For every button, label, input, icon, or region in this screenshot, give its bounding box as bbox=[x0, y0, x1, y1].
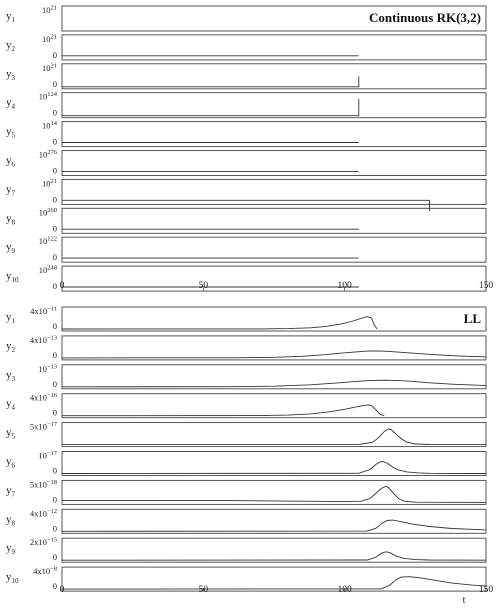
panel-frame bbox=[62, 452, 486, 476]
series-line bbox=[62, 351, 486, 358]
subplot-panel bbox=[6, 207, 486, 234]
panel-frame bbox=[62, 567, 486, 591]
y-axis-label bbox=[6, 97, 16, 111]
y-label-letter: y bbox=[6, 571, 12, 584]
panel-frame bbox=[62, 538, 486, 562]
tick-top-exponent: 21 bbox=[50, 62, 57, 70]
y-axis-label bbox=[6, 340, 16, 354]
y-axis-label bbox=[6, 456, 16, 470]
subplot-panel bbox=[6, 33, 486, 60]
subplot-panel bbox=[6, 62, 486, 89]
tick-top-base: 10 bbox=[42, 178, 51, 189]
y-axis-label bbox=[6, 68, 16, 82]
y-tick-zero: 0 bbox=[52, 194, 57, 205]
tick-top-base: 10 bbox=[38, 236, 48, 247]
y-label-subscript: 9 bbox=[11, 247, 15, 256]
tick-top-exponent: 248 bbox=[47, 264, 57, 272]
y-label-subscript: 8 bbox=[11, 519, 15, 528]
y-label-letter: y bbox=[6, 455, 12, 468]
y-label-subscript: 6 bbox=[11, 461, 15, 470]
y-label-letter: y bbox=[6, 125, 12, 138]
panel-frame bbox=[62, 64, 486, 89]
tick-top-exponent: 21 bbox=[50, 4, 57, 12]
x-axis-label: t bbox=[462, 595, 466, 606]
y-label-letter: y bbox=[6, 311, 12, 323]
tick-top-exponent: −11 bbox=[47, 305, 57, 313]
y-tick-zero: 0 bbox=[52, 136, 57, 147]
tick-top-base: 10 bbox=[42, 62, 51, 73]
tick-top-base: 10 bbox=[38, 207, 48, 218]
y-axis-label bbox=[6, 513, 16, 527]
y-tick-top bbox=[30, 508, 57, 519]
subplot-panel bbox=[6, 334, 486, 360]
x-tick-label: 0 bbox=[59, 585, 65, 595]
series-line bbox=[62, 76, 359, 87]
tick-top-base: 5x10 bbox=[29, 479, 47, 490]
tick-top-base: 10 bbox=[42, 33, 51, 44]
y-axis-label bbox=[6, 241, 16, 255]
method-label: Continuous RK(3,2) bbox=[369, 10, 481, 25]
subplot-panel bbox=[6, 392, 486, 418]
series-line bbox=[62, 462, 486, 474]
x-tick-label: 0 bbox=[59, 281, 65, 291]
y-label-subscript: 4 bbox=[11, 403, 15, 412]
y-tick-top bbox=[30, 306, 57, 317]
y-axis-label bbox=[6, 10, 16, 24]
tick-top-exponent: −13 bbox=[46, 363, 57, 371]
y-label-letter: y bbox=[6, 38, 12, 51]
tick-top-exponent: 21 bbox=[50, 177, 57, 185]
y-tick-zero: 0 bbox=[52, 49, 57, 60]
series-line bbox=[62, 317, 377, 329]
y-tick-zero: 0 bbox=[52, 523, 57, 534]
y-tick-zero: 0 bbox=[52, 165, 57, 176]
tick-top-base: 10 bbox=[38, 149, 48, 160]
y-tick-zero: 0 bbox=[52, 223, 57, 234]
series-line bbox=[62, 200, 430, 211]
tick-top-base: 4x10 bbox=[29, 334, 47, 345]
y-label-letter: y bbox=[6, 368, 12, 381]
subplot-panel bbox=[6, 363, 486, 389]
panel-frame bbox=[62, 509, 486, 533]
y-label-letter: y bbox=[6, 10, 12, 22]
tick-top-base: 10 bbox=[38, 450, 47, 461]
panel-frame bbox=[62, 307, 486, 331]
method-label: LL bbox=[463, 311, 481, 326]
tick-top-base: 4x10 bbox=[30, 306, 48, 316]
y-label-subscript: 4 bbox=[11, 102, 15, 111]
tick-top-base: 10 bbox=[38, 265, 48, 276]
y-label-letter: y bbox=[6, 67, 12, 80]
x-tick-label: 150 bbox=[478, 585, 494, 595]
y-label-letter: y bbox=[6, 270, 12, 283]
y-label-letter: y bbox=[6, 397, 12, 410]
series-line bbox=[62, 99, 359, 116]
y-axis-label bbox=[6, 311, 16, 325]
tick-top-exponent: 14 bbox=[50, 120, 57, 128]
y-tick-top bbox=[42, 62, 57, 73]
subplot-panel bbox=[6, 178, 486, 211]
y-tick-top bbox=[30, 537, 57, 548]
y-label-letter: y bbox=[6, 426, 12, 439]
y-label-subscript: 5 bbox=[11, 432, 15, 441]
y-tick-top bbox=[30, 334, 57, 345]
series-line bbox=[62, 486, 486, 502]
y-axis-label bbox=[6, 126, 16, 140]
x-tick-label: 50 bbox=[198, 585, 209, 595]
x-tick-label: 150 bbox=[478, 281, 494, 291]
y-tick-top bbox=[42, 178, 57, 189]
y-label-subscript: 3 bbox=[11, 73, 15, 82]
tick-top-base: 2x10 bbox=[29, 537, 47, 548]
subplot-panel bbox=[6, 508, 486, 534]
tick-top-exponent: 122 bbox=[47, 235, 57, 243]
y-label-subscript: 2 bbox=[11, 44, 15, 53]
panel-frame bbox=[62, 336, 486, 360]
tick-top-exponent: 124 bbox=[47, 91, 57, 99]
y-tick-zero: 0 bbox=[52, 378, 57, 389]
y-label-subscript: 3 bbox=[11, 374, 15, 383]
y-label-subscript: 5 bbox=[11, 131, 15, 140]
x-tick-label: 100 bbox=[337, 585, 352, 595]
chart-group bbox=[6, 306, 493, 607]
y-tick-top bbox=[39, 149, 58, 160]
y-label-subscript: 7 bbox=[11, 490, 15, 499]
subplot-panel bbox=[6, 450, 486, 476]
subplot-panel bbox=[6, 5, 486, 32]
y-label-subscript: 1 bbox=[11, 16, 15, 24]
y-label-subscript: 10 bbox=[11, 577, 19, 586]
tick-top-exponent: −13 bbox=[46, 334, 57, 342]
tick-top-base: 4x10 bbox=[29, 508, 47, 519]
y-tick-top bbox=[39, 265, 57, 276]
y-axis-label bbox=[6, 39, 16, 53]
panel-frame bbox=[62, 423, 486, 447]
tick-top-exponent: −17 bbox=[46, 421, 57, 429]
series-line bbox=[62, 380, 486, 387]
subplot-panel bbox=[6, 566, 486, 592]
series-line bbox=[62, 520, 486, 531]
y-label-letter: y bbox=[6, 212, 12, 225]
subplot-panel bbox=[6, 91, 486, 118]
y-axis-label bbox=[6, 369, 16, 383]
y-tick-zero: 0 bbox=[52, 407, 57, 418]
subplot-panel bbox=[6, 120, 486, 147]
x-tick-label: 100 bbox=[337, 281, 352, 291]
series-line bbox=[62, 429, 486, 445]
y-label-subscript: 2 bbox=[11, 345, 15, 354]
y-axis-label bbox=[6, 212, 16, 226]
y-label-letter: y bbox=[6, 154, 12, 167]
tick-top-base: 10 bbox=[38, 363, 47, 374]
y-tick-zero: 0 bbox=[52, 581, 57, 592]
tick-top-exponent: 276 bbox=[47, 149, 57, 156]
y-axis-label bbox=[6, 398, 16, 412]
y-axis-label bbox=[6, 484, 16, 498]
tick-top-exponent: −15 bbox=[46, 536, 57, 544]
y-tick-top bbox=[30, 421, 58, 432]
subplot-panel bbox=[6, 265, 486, 292]
y-tick-zero: 0 bbox=[52, 465, 57, 476]
tick-top-base: 5x10 bbox=[29, 421, 47, 432]
y-label-subscript: 10 bbox=[11, 276, 19, 285]
tick-top-exponent: 260 bbox=[47, 206, 57, 214]
subplot-panel bbox=[6, 149, 486, 176]
y-axis-label bbox=[6, 183, 16, 197]
y-label-letter: y bbox=[6, 241, 12, 254]
y-tick-top bbox=[30, 479, 57, 490]
y-tick-zero: 0 bbox=[52, 494, 57, 505]
tick-top-base: 10 bbox=[42, 5, 51, 15]
y-tick-top bbox=[38, 363, 57, 374]
y-tick-zero: 0 bbox=[52, 252, 57, 263]
y-label-subscript: 8 bbox=[11, 218, 15, 227]
y-label-subscript: 7 bbox=[11, 189, 15, 198]
panel-frame bbox=[62, 93, 486, 118]
y-tick-zero: 0 bbox=[52, 349, 57, 360]
y-label-subscript: 1 bbox=[11, 317, 15, 325]
subplot-panel bbox=[6, 236, 486, 263]
y-label-letter: y bbox=[6, 96, 12, 109]
y-tick-zero: 0 bbox=[52, 281, 57, 292]
y-label-subscript: 9 bbox=[11, 548, 15, 557]
subplot-panel bbox=[6, 306, 486, 332]
panel-frame bbox=[62, 365, 486, 389]
tick-top-exponent: −17 bbox=[46, 450, 57, 457]
y-tick-top bbox=[42, 120, 58, 131]
series-line bbox=[62, 577, 486, 589]
tick-top-exponent: 21 bbox=[50, 33, 57, 41]
y-axis-label bbox=[6, 155, 16, 169]
y-label-letter: y bbox=[6, 513, 12, 526]
tick-top-base: 10 bbox=[42, 120, 51, 131]
y-label-letter: y bbox=[6, 339, 12, 352]
y-axis-label bbox=[6, 270, 19, 284]
y-label-letter: y bbox=[6, 183, 12, 196]
y-tick-top bbox=[42, 5, 57, 16]
y-tick-zero: 0 bbox=[52, 552, 57, 563]
tick-top-exponent: −16 bbox=[46, 392, 57, 400]
y-axis-label bbox=[6, 542, 16, 556]
y-label-letter: y bbox=[6, 542, 12, 555]
y-tick-top bbox=[42, 33, 57, 44]
tick-top-exponent: −18 bbox=[46, 478, 57, 486]
subplot-panel bbox=[6, 479, 486, 505]
y-tick-top bbox=[38, 450, 57, 461]
y-axis-label bbox=[6, 427, 16, 441]
series-line bbox=[62, 552, 486, 560]
tick-top-base: 4x10 bbox=[29, 392, 47, 403]
y-tick-zero: 0 bbox=[52, 321, 57, 331]
chart-group bbox=[6, 5, 493, 292]
x-tick-label: 50 bbox=[198, 281, 209, 291]
y-tick-top bbox=[39, 236, 57, 247]
y-tick-top bbox=[33, 566, 57, 577]
subplot-panel bbox=[6, 421, 486, 447]
y-label-letter: y bbox=[6, 484, 12, 497]
panel-frame bbox=[62, 394, 486, 418]
tick-top-base: 10 bbox=[38, 91, 48, 102]
tick-top-exponent: −8 bbox=[50, 565, 57, 573]
y-tick-top bbox=[30, 392, 58, 403]
y-label-subscript: 6 bbox=[11, 160, 15, 169]
y-tick-top bbox=[39, 207, 57, 218]
y-tick-zero: 0 bbox=[52, 78, 57, 89]
subplot-panel bbox=[6, 537, 486, 563]
y-tick-zero: 0 bbox=[52, 107, 57, 118]
y-tick-top bbox=[39, 91, 58, 102]
tick-top-base: 4x10 bbox=[33, 566, 51, 577]
tick-top-exponent: −12 bbox=[46, 507, 57, 515]
y-axis-label bbox=[6, 571, 19, 585]
series-line bbox=[62, 405, 384, 416]
